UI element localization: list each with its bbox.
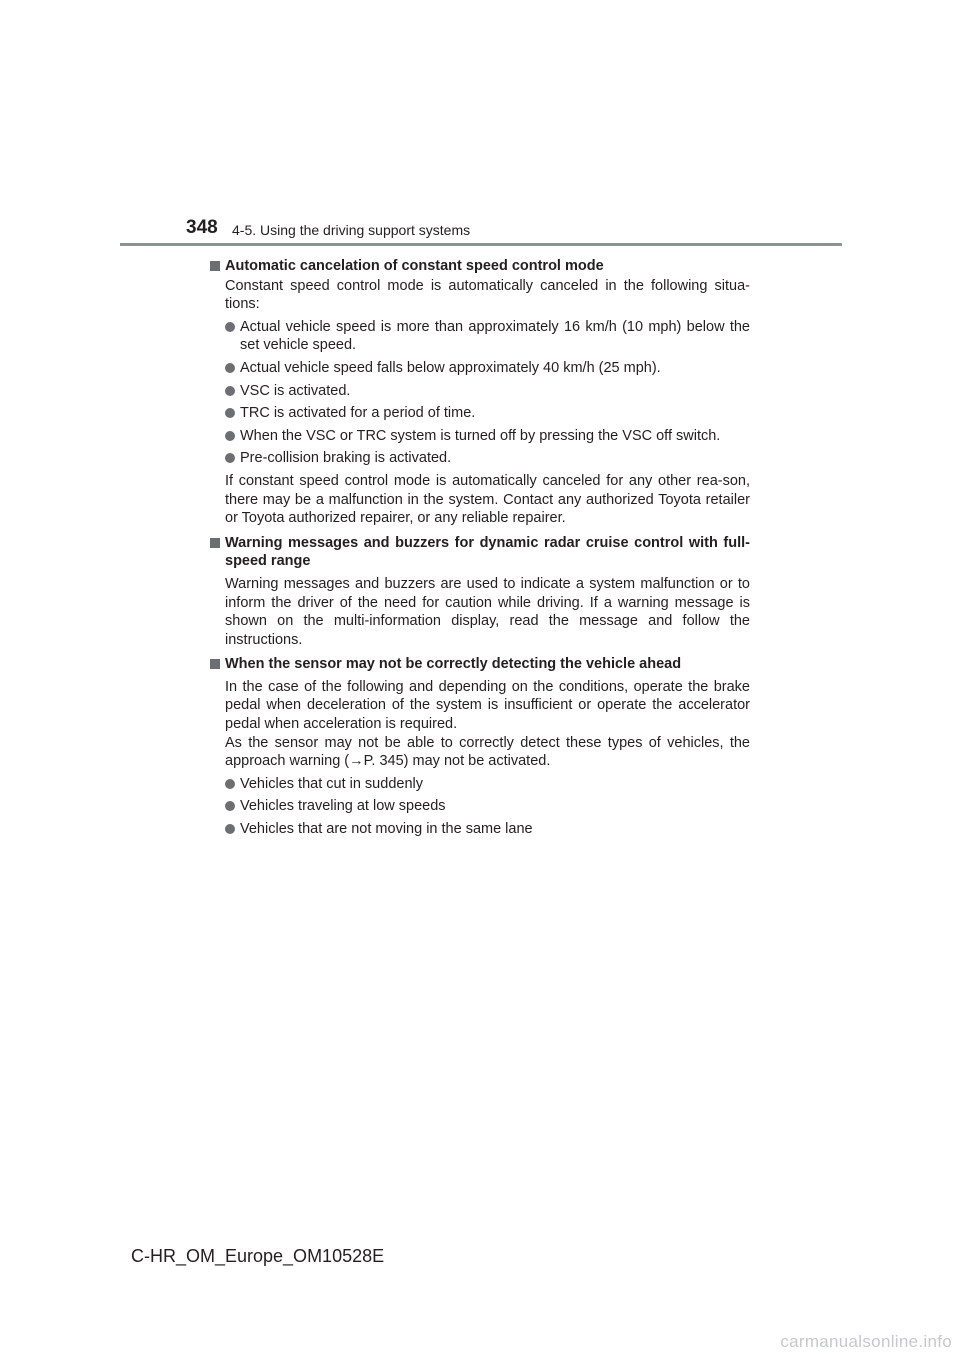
list-item-text: Actual vehicle speed is more than approximately 16 km/h (10 mph) below the set vehicle speed. — [240, 318, 750, 354]
heading-text: Warning messages and buzzers for dynamic radar cruise control with full-speed range — [225, 534, 750, 570]
list-item — [210, 427, 750, 446]
round-bullet-icon — [225, 431, 235, 441]
heading-text: When the sensor may not be correctly detecting the vehicle ahead — [225, 656, 682, 673]
section-title: 4-5. Using the driving support systems — [232, 222, 471, 238]
paragraph: Constant speed control mode is automatically canceled in the following situa-tions: — [225, 277, 750, 313]
page-content — [210, 254, 750, 839]
list-item — [210, 775, 750, 794]
square-bullet-icon — [210, 659, 220, 669]
list-item-text: Vehicles that cut in suddenly — [240, 775, 423, 792]
paragraph: As the sensor may not be able to correctly detect these types of vehicles, the approach warning (→P. 345) may not be activated. — [225, 734, 750, 770]
round-bullet-icon — [225, 453, 235, 463]
list-item — [210, 449, 750, 468]
square-bullet-icon — [210, 538, 220, 548]
round-bullet-icon — [225, 363, 235, 373]
round-bullet-icon — [225, 322, 235, 332]
page-number: 348 — [186, 217, 218, 238]
list-item — [210, 382, 750, 401]
list-item-text: VSC is activated. — [240, 382, 351, 399]
paragraph: Warning messages and buzzers are used to indicate a system malfunction or to inform the driver of the need for caution while driving. If a warning message is shown on the multi-information display, read the message and follow the instructions. — [225, 575, 750, 648]
list-item — [210, 797, 750, 816]
watermark: carmanualsonline.info — [780, 1332, 952, 1351]
heading-warning-messages — [210, 534, 750, 571]
round-bullet-icon — [225, 408, 235, 418]
list-item — [210, 820, 750, 839]
paragraph: If constant speed control mode is automatically canceled for any other rea-son, there may be a malfunction in the system. Contact any authorized Toyota retailer or Toyota authorized repairer, or any reliable repairer. — [225, 472, 750, 527]
list-item-text: Vehicles that are not moving in the same lane — [240, 821, 533, 838]
list-item — [210, 318, 750, 355]
list-item-text: TRC is activated for a period of time. — [240, 405, 476, 422]
heading-text: Automatic cancelation of constant speed control mode — [225, 258, 604, 274]
square-bullet-icon — [210, 261, 220, 271]
round-bullet-icon — [225, 779, 235, 789]
heading-sensor-detection — [210, 655, 750, 674]
list-item-text: Actual vehicle speed falls below approximately 40 km/h (25 mph). — [240, 359, 661, 376]
header-divider — [120, 243, 842, 246]
list-item — [210, 359, 750, 378]
round-bullet-icon — [225, 386, 235, 396]
list-item — [210, 404, 750, 423]
round-bullet-icon — [225, 801, 235, 811]
round-bullet-icon — [225, 824, 235, 834]
heading-automatic-cancelation — [210, 257, 750, 276]
list-item-text: Vehicles traveling at low speeds — [240, 798, 446, 815]
document-id: C-HR_OM_Europe_OM10528E — [131, 1246, 385, 1266]
list-item-text: Pre-collision braking is activated. — [240, 450, 452, 467]
paragraph: In the case of the following and depending on the conditions, operate the brake pedal when deceleration of the system is insufficient or operate the accelerator pedal when acceleration is required. — [225, 678, 750, 733]
list-item-text: When the VSC or TRC system is turned off by pressing the VSC off switch. — [240, 427, 721, 444]
